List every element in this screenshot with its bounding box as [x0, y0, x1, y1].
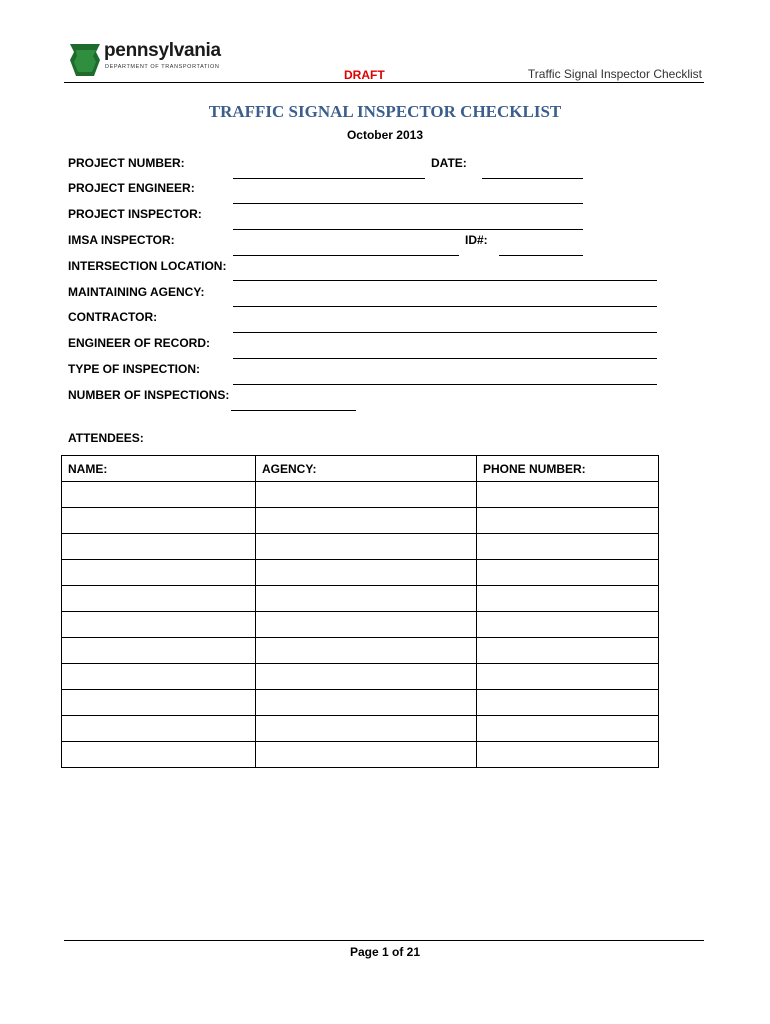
attendee-agency-cell[interactable]: [256, 638, 477, 664]
field-number-of-inspections[interactable]: [231, 410, 356, 411]
keystone-logo: [68, 40, 102, 78]
footer-rule: [64, 940, 704, 941]
attendee-agency-cell[interactable]: [256, 612, 477, 638]
attendee-agency-cell[interactable]: [256, 742, 477, 768]
page-number: Page 1 of 21: [349, 945, 421, 959]
title-date: October 2013: [346, 128, 424, 142]
attendee-name-cell[interactable]: [62, 612, 256, 638]
field-intersection-location[interactable]: [233, 280, 657, 281]
header-doc-title: Traffic Signal Inspector Checklist: [527, 67, 702, 81]
table-header-row: [62, 456, 659, 482]
attendee-agency-cell[interactable]: [256, 534, 477, 560]
logo-text: pennsylvania: [104, 40, 221, 61]
table-row: [62, 534, 659, 560]
label-engineer-of-record: ENGINEER OF RECORD:: [68, 336, 211, 350]
attendee-phone-cell[interactable]: [477, 612, 659, 638]
attendee-phone-cell[interactable]: [477, 586, 659, 612]
attendee-name-cell[interactable]: [62, 508, 256, 534]
header-rule: [64, 82, 704, 83]
attendee-agency-cell[interactable]: [256, 664, 477, 690]
table-row: [62, 638, 659, 664]
table-row: [62, 508, 659, 534]
attendee-agency-cell[interactable]: [256, 690, 477, 716]
table-row: [62, 742, 659, 768]
column-header-phone: PHONE NUMBER:: [477, 456, 659, 482]
label-project-inspector: PROJECT INSPECTOR:: [68, 207, 202, 221]
attendee-agency-cell[interactable]: [256, 586, 477, 612]
field-id[interactable]: [499, 255, 583, 256]
label-project-engineer: PROJECT ENGINEER:: [68, 181, 195, 195]
table-row: [62, 612, 659, 638]
field-date[interactable]: [482, 178, 583, 179]
page-title: TRAFFIC SIGNAL INSPECTOR CHECKLIST: [208, 102, 562, 121]
field-engineer-of-record[interactable]: [233, 358, 657, 359]
attendee-phone-cell[interactable]: [477, 742, 659, 768]
field-imsa-inspector[interactable]: [233, 255, 459, 256]
attendee-name-cell[interactable]: [62, 742, 256, 768]
attendee-name-cell[interactable]: [62, 690, 256, 716]
attendee-name-cell[interactable]: [62, 664, 256, 690]
field-maintaining-agency[interactable]: [233, 306, 657, 307]
attendee-phone-cell[interactable]: [477, 716, 659, 742]
table-row: [62, 586, 659, 612]
field-contractor[interactable]: [233, 332, 657, 333]
table-row: [62, 560, 659, 586]
label-contractor: CONTRACTOR:: [68, 310, 158, 324]
label-number-of-inspections: NUMBER OF INSPECTIONS:: [68, 388, 230, 402]
attendee-agency-cell[interactable]: [256, 508, 477, 534]
table-row: [62, 716, 659, 742]
attendee-phone-cell[interactable]: [477, 690, 659, 716]
attendee-name-cell[interactable]: [62, 560, 256, 586]
label-imsa-inspector: IMSA INSPECTOR:: [68, 233, 175, 247]
table-row: [62, 664, 659, 690]
field-type-of-inspection[interactable]: [233, 384, 657, 385]
field-project-engineer[interactable]: [233, 203, 583, 204]
label-project-number: PROJECT NUMBER:: [68, 156, 185, 170]
attendee-phone-cell[interactable]: [477, 664, 659, 690]
attendees-table: [61, 455, 659, 768]
field-project-inspector[interactable]: [233, 229, 583, 230]
attendee-name-cell[interactable]: [62, 534, 256, 560]
label-maintaining-agency: MAINTAINING AGENCY:: [68, 285, 205, 299]
attendee-phone-cell[interactable]: [477, 508, 659, 534]
table-row: [62, 482, 659, 508]
logo-subtext: DEPARTMENT OF TRANSPORTATION: [105, 64, 220, 70]
attendee-name-cell[interactable]: [62, 586, 256, 612]
column-header-agency: AGENCY:: [256, 456, 477, 482]
attendee-agency-cell[interactable]: [256, 716, 477, 742]
attendee-name-cell[interactable]: [62, 638, 256, 664]
column-header-name: NAME:: [62, 456, 256, 482]
attendee-agency-cell[interactable]: [256, 482, 477, 508]
attendee-phone-cell[interactable]: [477, 638, 659, 664]
attendee-agency-cell[interactable]: [256, 560, 477, 586]
field-project-number[interactable]: [233, 178, 425, 179]
label-type-of-inspection: TYPE OF INSPECTION:: [68, 362, 201, 376]
attendees-label: ATTENDEES:: [68, 431, 144, 445]
attendee-phone-cell[interactable]: [477, 560, 659, 586]
table-row: [62, 690, 659, 716]
attendee-name-cell[interactable]: [62, 716, 256, 742]
label-id: ID#:: [465, 233, 488, 247]
draft-label: DRAFT: [344, 68, 385, 82]
attendee-name-cell[interactable]: [62, 482, 256, 508]
label-intersection-location: INTERSECTION LOCATION:: [68, 259, 227, 273]
attendee-phone-cell[interactable]: [477, 534, 659, 560]
attendee-phone-cell[interactable]: [477, 482, 659, 508]
attendees-body: [62, 482, 659, 768]
label-date: DATE:: [431, 156, 467, 170]
